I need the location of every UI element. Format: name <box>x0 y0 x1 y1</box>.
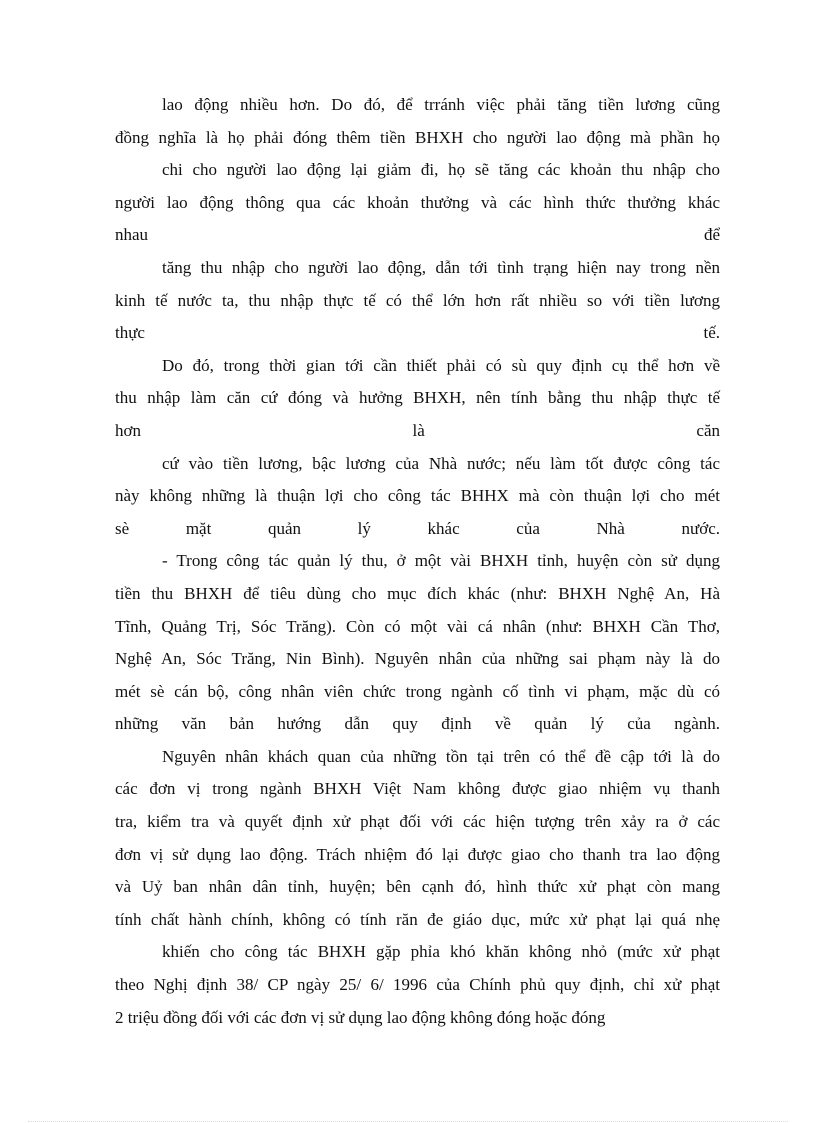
text-line: kinh tế nước ta, thu nhập thực tế có thể lớn hơn rất nhiều so với tiền lương <box>115 290 720 310</box>
text-line: cứ vào tiền lương, bậc lương của Nhà nước; nếu làm tốt được công tác <box>162 453 720 473</box>
text-line: mét sè cán bộ, công nhân viên chức trong ngành cố tình vi phạm, mặc dù có <box>115 681 720 701</box>
text-line: tiền thu BHXH để tiêu dùng cho mục đích khác (như: BHXH Nghệ An, Hà <box>115 583 720 603</box>
text-line: những văn bản hướng dẫn quy định về quản lý của ngành. <box>115 714 720 734</box>
text-line: Tĩnh, Quảng Trị, Sóc Trăng). Còn có một vài cá nhân (như: BHXH Cần Thơ, <box>115 616 720 636</box>
text-line: này không những là thuận lợi cho công tác BHHX mà còn thuận lợi cho mét <box>115 486 720 506</box>
text-line: lao động nhiều hơn. Do đó, để trránh việc phải tăng tiền lương cũng <box>162 95 720 114</box>
text-line: đơn vị sử dụng lao động. Trách nhiệm đó lại được giao cho thanh tra lao động <box>115 844 720 864</box>
text-line: và Uỷ ban nhân dân tỉnh, huyện; bên cạnh đó, hình thức xử phạt còn mang <box>115 877 720 897</box>
text-line: theo Nghị định 38/ CP ngày 25/ 6/ 1996 của Chính phủ quy định, chỉ xử phạt <box>115 975 720 995</box>
text-line: Do đó, trong thời gian tới cần thiết phải có sù quy định cụ thể hơn về <box>162 355 720 375</box>
text-line: tính chất hành chính, không có tính răn đe giáo dục, mức xử phạt lại quá nhẹ <box>115 909 720 929</box>
text-line: chi cho người lao động lại giảm đi, họ sẽ tăng các khoản thu nhập cho <box>162 160 720 180</box>
text-line: Nguyên nhân khách quan của những tồn tại trên có thể đề cập tới là do <box>162 746 720 766</box>
text-line: sè mặt quản lý khác của Nhà nước. <box>115 518 720 538</box>
text-line: tra, kiểm tra và quyết định xử phạt đối với các hiện tượng trên xảy ra ở các <box>115 812 720 832</box>
text-line: nhau để <box>115 225 720 245</box>
text-line: thực tế. <box>115 323 720 343</box>
text-line: hơn là căn <box>115 420 720 440</box>
body-text <box>115 89 720 1034</box>
text-line: đồng nghĩa là họ phải đóng thêm tiền BHXH cho người lao động mà phần họ <box>115 127 720 147</box>
text-line: 2 triệu đồng đối với các đơn vị sử dụng lao động không đóng hoặc đóng <box>115 1007 606 1027</box>
text-line: thu nhập làm căn cứ đóng và hưởng BHXH, nên tính bằng thu nhập thực tế <box>115 388 720 408</box>
text-line: Nghệ An, Sóc Trăng, Nin Bình). Nguyên nhân của những sai phạm này là do <box>115 649 720 669</box>
text-line: - Trong công tác quản lý thu, ở một vài BHXH tỉnh, huyện còn sử dụng <box>162 551 720 571</box>
text-line: khiến cho công tác BHXH gặp phỉa khó khăn không nhỏ (mức xử phạt <box>162 942 720 962</box>
text-line: các đơn vị trong ngành BHXH Việt Nam không được giao nhiệm vụ thanh <box>115 779 720 799</box>
text-line: tăng thu nhập cho người lao động, dẫn tới tình trạng hiện nay trong nền <box>162 257 720 277</box>
text-line: người lao động thông qua các khoản thưởng và các hình thức thưởng khác <box>115 192 720 212</box>
page-bottom-divider <box>28 1121 788 1122</box>
